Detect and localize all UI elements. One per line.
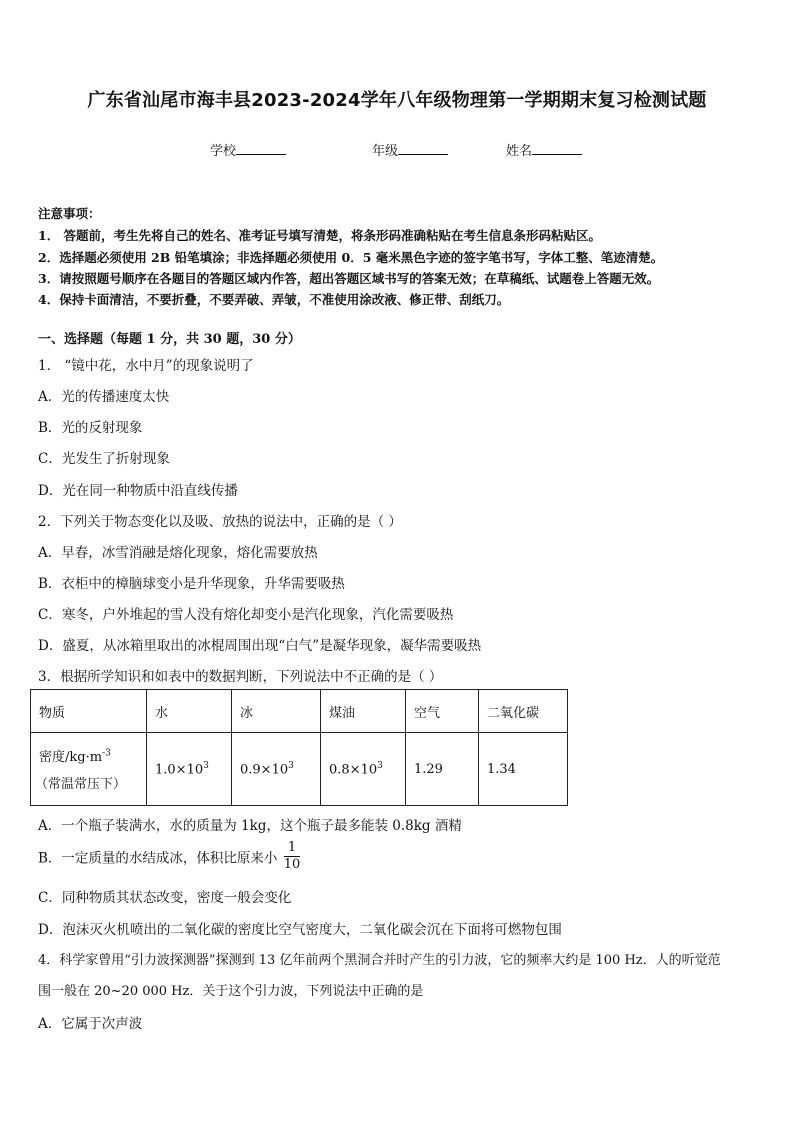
q2-option-c: C．寒冬，户外堆起的雪人没有熔化却变小是汽化现象，汽化需要吸热 bbox=[38, 607, 454, 623]
row-label-condition: （常温常压下） bbox=[35, 777, 127, 792]
fraction-numerator: 1 bbox=[284, 840, 301, 857]
grade-field bbox=[372, 140, 448, 159]
q1-option-b: B．光的反射现象 bbox=[38, 420, 143, 436]
cell-value: 0.8×10 bbox=[329, 762, 378, 778]
row-label-sup: -3 bbox=[102, 748, 111, 759]
cell-value: 0.9×10 bbox=[240, 762, 289, 778]
note-item: 1． 答题前，考生先将自己的姓名、准考证号填写清楚，将条形码准确粘贴在考生信息条形码粘贴区。 bbox=[38, 228, 602, 243]
cell-sup: 3 bbox=[377, 760, 383, 771]
school-field bbox=[210, 140, 286, 159]
grade-label: 年级 bbox=[372, 144, 399, 159]
fraction-denominator: 10 bbox=[283, 857, 301, 872]
q1-option-d: D．光在同一种物质中沿直线传播 bbox=[38, 483, 238, 499]
school-blank[interactable] bbox=[236, 142, 286, 155]
question-1-stem: 1． “镜中花，水中月”的现象说明了 bbox=[38, 358, 254, 374]
q3-option-b bbox=[38, 840, 300, 873]
q2-option-b: B．衣柜中的樟脑球变小是升华现象，升华需要吸热 bbox=[38, 576, 345, 592]
table-cell bbox=[406, 733, 479, 806]
question-3-stem: 3．根据所学知识和如表中的数据判断，下列说法中不正确的是（ ） bbox=[38, 669, 443, 685]
note-item: 3．请按照题号顺序在各题目的答题区域内作答，超出答题区域书写的答案无效；在草稿纸、试题卷上答题无效。 bbox=[38, 271, 660, 286]
grade-blank[interactable] bbox=[398, 142, 448, 155]
name-label: 姓名 bbox=[506, 144, 533, 159]
table-header-cell: 空气 bbox=[406, 690, 479, 733]
cell-sup: 3 bbox=[288, 760, 294, 771]
q3-option-b-text: B．一定质量的水结成冰，体积比原来小 bbox=[38, 850, 278, 867]
q2-option-a: A．早春，冰雪消融是熔化现象，熔化需要放热 bbox=[38, 545, 318, 561]
table-header-cell: 煤油 bbox=[321, 690, 406, 733]
table-header-cell: 冰 bbox=[232, 690, 321, 733]
table-cell bbox=[321, 733, 406, 806]
table-cell bbox=[147, 733, 232, 806]
question-4-stem-line2: 围一般在 20~20 000 Hz．关于这个引力波，下列说法中正确的是 bbox=[38, 984, 424, 999]
q2-option-d: D．盛夏，从冰箱里取出的冰棍周围出现“白气”是凝华现象，凝华需要吸热 bbox=[38, 638, 482, 654]
table-header-cell: 水 bbox=[147, 690, 232, 733]
cell-value: 1.34 bbox=[487, 761, 516, 777]
q3-option-a: A．一个瓶子装满水，水的质量为 1kg，这个瓶子最多能装 0.8kg 酒精 bbox=[38, 818, 462, 834]
question-4-stem-line1: 4．科学家曾用“引力波探测器”探测到 13 亿年前两个黑洞合并时产生的引力波，它的频率大约是 100 Hz．人的听觉范 bbox=[38, 953, 721, 968]
q1-option-c: C．光发生了折射现象 bbox=[38, 451, 170, 467]
name-blank[interactable] bbox=[532, 142, 582, 155]
q3-option-d: D．泡沫灭火机喷出的二氧化碳的密度比空气密度大，二氧化碳会沉在下面将可燃物包围 bbox=[38, 922, 562, 938]
note-item: 4．保持卡面清洁，不要折叠，不要弄破、弄皱，不准使用涂改液、修正带、刮纸刀。 bbox=[38, 292, 510, 307]
note-item: 2．选择题必须使用 2B 铅笔填涂；非选择题必须使用 0．5 毫米黑色字迹的签字笔书写，字体工整、笔迹清楚。 bbox=[38, 250, 664, 265]
school-label: 学校 bbox=[210, 144, 237, 159]
row-label-cell bbox=[31, 733, 147, 806]
table-row bbox=[31, 733, 568, 806]
table-cell bbox=[479, 733, 568, 806]
table-header-row bbox=[31, 690, 568, 733]
density-table bbox=[30, 689, 568, 806]
table-header-cell: 二氧化碳 bbox=[479, 690, 568, 733]
cell-value: 1.0×10 bbox=[155, 762, 204, 778]
q4-option-a: A．它属于次声波 bbox=[38, 1016, 143, 1032]
row-label-unit: 密度/kg·m bbox=[39, 750, 103, 765]
table-cell bbox=[232, 733, 321, 806]
q3-option-c: C．同种物质其状态改变，密度一般会变化 bbox=[38, 890, 292, 906]
fraction bbox=[284, 840, 301, 873]
question-2-stem: 2．下列关于物态变化以及吸、放热的说法中，正确的是（ ） bbox=[38, 514, 402, 530]
page-title: 广东省汕尾市海丰县2023-2024学年八年级物理第一学期期末复习检测试题 bbox=[87, 90, 707, 111]
notes-heading: 注意事项： bbox=[38, 206, 101, 221]
q1-option-a: A．光的传播速度太快 bbox=[38, 389, 170, 405]
name-field bbox=[506, 140, 582, 159]
table-header-cell: 物质 bbox=[31, 690, 147, 733]
cell-sup: 3 bbox=[203, 760, 209, 771]
section-heading: 一、选择题（每题 1 分，共 30 题，30 分） bbox=[38, 332, 301, 347]
cell-value: 1.29 bbox=[414, 761, 443, 777]
